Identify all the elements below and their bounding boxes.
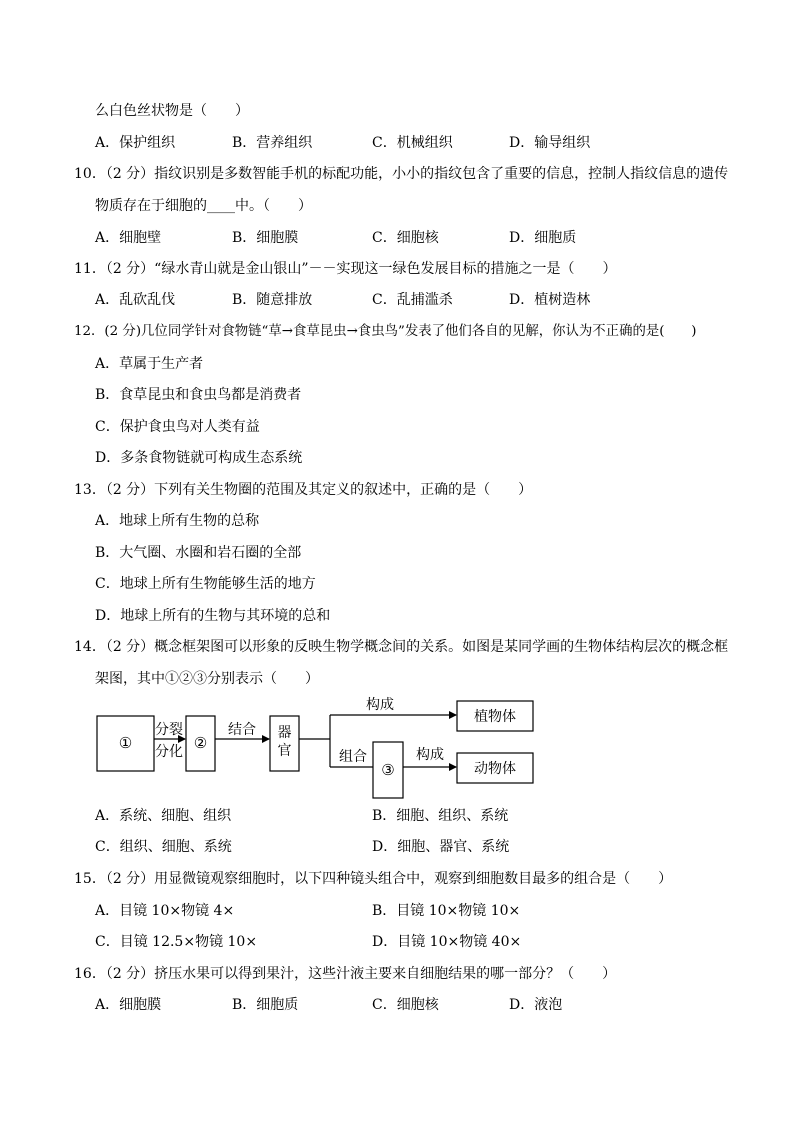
q15-option-d[interactable]: D．目镜 10×物镜 40× [372,934,522,950]
q10-option-b[interactable]: B．细胞膜 [232,230,299,246]
q12-option-b[interactable]: B．食草昆虫和食虫鸟都是消费者 [95,387,302,403]
q11-option-d[interactable]: D．植树造林 [509,292,591,308]
q14-options-row2 [0,837,792,857]
q10-options [0,228,792,248]
q13-option-b[interactable]: B．大气圈、水圈和岩石圈的全部 [95,545,302,561]
q9-option-b[interactable]: B．营养组织 [232,135,313,151]
q13-option-a[interactable]: A．地球上所有生物的总称 [95,513,260,529]
q14-option-b[interactable]: B．细胞、组织、系统 [372,808,509,824]
arrow-1-label-top: 分裂 [155,722,183,738]
q14-options-row1 [0,806,792,826]
q13-option-d[interactable]: D．地球上所有的生物与其环境的总和 [95,608,331,624]
q9-stem-continuation: 么白色丝状物是（ ） [95,103,249,119]
q10-stem-line2: 物质存在于细胞的____中。（ ） [95,198,312,214]
arrow-1-label-bottom: 分化 [155,744,183,760]
q11-option-a[interactable]: A．乱砍乱伐 [95,292,176,308]
q13-stem: 13．（2 分）下列有关生物圈的范围及其定义的叙述中，正确的是（ ） [74,482,533,498]
q16-option-b[interactable]: B．细胞质 [232,997,299,1013]
box-3-label: ③ [381,761,395,779]
box-1-label: ① [118,734,133,752]
combine-label: 组合 [339,749,367,765]
q16-options [0,995,792,1015]
q12-option-a[interactable]: A．草属于生产者 [95,356,204,372]
q14-stem-line2: 架图，其中①②③分别表示（ ） [95,671,319,687]
q14-option-d[interactable]: D．细胞、器官、系统 [372,839,510,855]
animal-label: 动物体 [474,761,516,777]
q12-stem: 12．(2 分)几位同学针对食物链“草→食草昆虫→食虫鸟”发表了他们各自的见解，你认为不正确的是( ) [74,324,697,339]
q15-stem: 15．（2 分）用显微镜观察细胞时，以下四种镜头组合中，观察到细胞数目最多的组合是（ ） [74,871,673,887]
q9-option-c[interactable]: C．机械组织 [372,135,453,151]
q12-option-d[interactable]: D．多条食物链就可构成生态系统 [95,450,303,466]
q14-option-a[interactable]: A．系统、细胞、组织 [95,808,232,824]
q10-stem-line1: 10．（2 分）指纹识别是多数智能手机的标配功能，小小的指纹包含了重要的信息，控制人指纹信息的遗传 [74,166,729,182]
q16-stem: 16．（2 分）挤压水果可以得到果汁，这些汁液主要来自细胞结果的哪一部分？（ ） [74,966,617,982]
q15-option-b[interactable]: B．目镜 10×物镜 10× [372,903,521,919]
arrow-plant-label: 构成 [366,697,394,713]
q15-option-a[interactable]: A．目镜 10×物镜 4× [95,903,235,919]
q13-option-c[interactable]: C．地球上所有生物能够生活的地方 [95,576,316,592]
arrow-animal-label: 构成 [416,747,444,763]
q10-option-a[interactable]: A．细胞壁 [95,230,162,246]
q15-option-c[interactable]: C．目镜 12.5×物镜 10× [95,934,258,950]
q11-option-c[interactable]: C．乱捕滥杀 [372,292,453,308]
organ-box-label-bottom: 官 [277,743,292,759]
q11-options [0,290,792,310]
plant-label: 植物体 [474,709,516,725]
q9-options [0,133,792,153]
q11-stem: 11．（2 分）“绿水青山就是金山银山”－－实现这一绿色发展目标的措施之一是（ ） [74,261,617,277]
q14-stem-line1: 14．（2 分）概念框架图可以形象的反映生物学概念间的关系。如图是某同学画的生物体结构层次的概念框 [74,639,729,655]
q12-option-c[interactable]: C．保护食虫鸟对人类有益 [95,419,260,435]
arrow-2-label: 结合 [228,722,256,738]
q15-options-row2 [0,932,792,952]
q9-option-a[interactable]: A．保护组织 [95,135,176,151]
q14-option-c[interactable]: C．组织、细胞、系统 [95,839,232,855]
q16-option-a[interactable]: A．细胞膜 [95,997,162,1013]
q11-option-b[interactable]: B．随意排放 [232,292,313,308]
q9-option-d[interactable]: D．输导组织 [509,135,591,151]
concept-framework-diagram [96,693,546,803]
q10-option-d[interactable]: D．细胞质 [509,230,577,246]
q16-option-d[interactable]: D．液泡 [509,997,563,1013]
q10-option-c[interactable]: C．细胞核 [372,230,439,246]
q16-option-c[interactable]: C．细胞核 [372,997,439,1013]
organ-box-label-top: 器 [277,725,292,741]
q15-options-row1 [0,901,792,921]
box-2-label: ② [193,734,208,752]
